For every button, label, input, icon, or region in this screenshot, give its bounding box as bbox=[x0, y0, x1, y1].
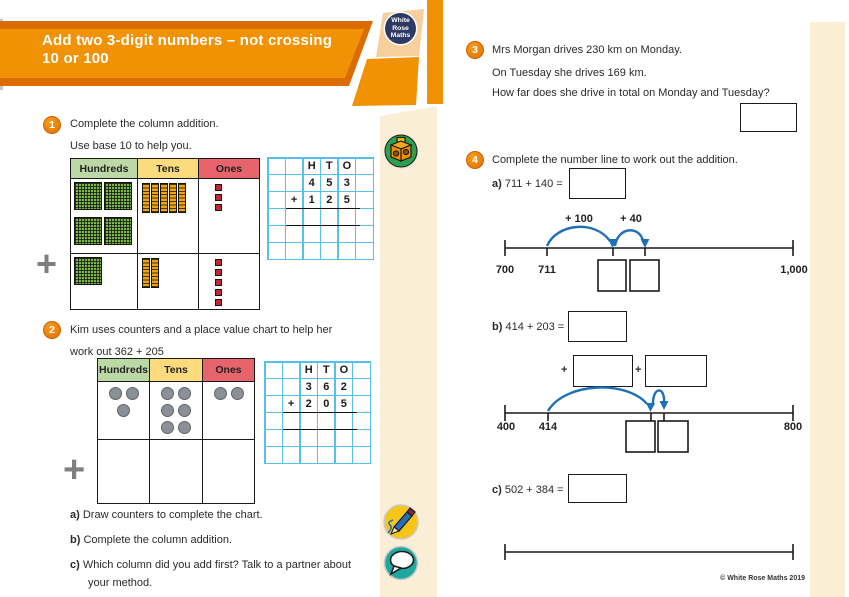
q4b-jump-plus-1: + bbox=[561, 364, 568, 376]
hundred-block bbox=[74, 217, 102, 245]
grid-cell[interactable] bbox=[353, 379, 369, 394]
q4c-sum: 502 + 384 = bbox=[504, 484, 564, 496]
place-value-chart-counters[interactable] bbox=[97, 358, 255, 504]
speech-bubble-icon bbox=[383, 545, 419, 581]
page-title bbox=[42, 32, 332, 67]
grid-cell[interactable] bbox=[283, 379, 299, 394]
pv-cell-hundreds-row2[interactable] bbox=[98, 440, 150, 504]
corner-decoration-2 bbox=[350, 57, 420, 106]
grid-cell: 2 bbox=[321, 192, 337, 207]
question-2-text-2: work out 362 + 205 bbox=[70, 346, 164, 358]
ones-cubes bbox=[199, 179, 259, 211]
hundred-block bbox=[104, 182, 132, 210]
grid-cell: H bbox=[301, 363, 317, 378]
grid-cell: O bbox=[339, 159, 355, 174]
counter bbox=[117, 404, 130, 417]
grid-cell[interactable] bbox=[269, 192, 285, 207]
grid-cell[interactable] bbox=[336, 430, 352, 445]
pv-cell-hundreds-row1 bbox=[98, 382, 150, 440]
grid-cell[interactable] bbox=[304, 226, 320, 241]
grid-cell[interactable] bbox=[266, 396, 282, 411]
column-addition-grid-2[interactable] bbox=[264, 361, 371, 464]
copyright-notice: © White Rose Maths 2019 bbox=[720, 575, 805, 582]
ten-rod bbox=[151, 258, 159, 288]
place-value-chart-base10 bbox=[70, 158, 260, 310]
answer-line-2 bbox=[286, 225, 360, 227]
base-ten-cube-icon bbox=[383, 133, 420, 170]
pv-cell-tens-row1 bbox=[150, 382, 203, 440]
one-cube bbox=[215, 289, 222, 296]
ten-rod bbox=[142, 258, 150, 288]
counter-row bbox=[98, 402, 149, 419]
grid-cell: 5 bbox=[336, 396, 352, 411]
grid-cell[interactable] bbox=[266, 413, 282, 428]
question-4-intro: Complete the number line to work out the addition. bbox=[492, 154, 738, 166]
grid-cell: + bbox=[283, 396, 299, 411]
counter bbox=[109, 387, 122, 400]
nl-b-answer-box-1[interactable] bbox=[626, 421, 655, 452]
counters bbox=[203, 382, 254, 402]
counter bbox=[214, 387, 227, 400]
counter-row bbox=[150, 385, 202, 402]
grid-cell: 5 bbox=[321, 175, 337, 190]
pv-header-hundreds: Hundreds bbox=[71, 159, 138, 179]
grid-cell[interactable] bbox=[269, 226, 285, 241]
counter bbox=[178, 421, 191, 434]
plus-sign-chart-1: + bbox=[36, 243, 58, 284]
grid-cell: 3 bbox=[339, 175, 355, 190]
tick-label-700: 700 bbox=[495, 264, 515, 276]
white-rose-maths-logo bbox=[385, 13, 416, 44]
ones-cubes bbox=[199, 254, 259, 306]
jump-arc-plus100 bbox=[547, 227, 610, 246]
q4b-answer-box[interactable] bbox=[568, 311, 627, 342]
grid-cell[interactable] bbox=[269, 243, 285, 258]
grid-cell[interactable] bbox=[339, 243, 355, 258]
grid-cell[interactable] bbox=[318, 430, 334, 445]
grid-cell: 6 bbox=[318, 379, 334, 394]
jump-label-plus40: + 40 bbox=[620, 213, 642, 225]
grid-cell[interactable] bbox=[286, 209, 302, 224]
grid-cell[interactable] bbox=[356, 226, 372, 241]
tick-label-711: 711 bbox=[538, 264, 556, 276]
counters bbox=[98, 382, 149, 419]
grid-cell[interactable] bbox=[269, 209, 285, 224]
one-cube bbox=[215, 279, 222, 286]
q4b-sum: 414 + 203 = bbox=[505, 321, 565, 333]
grid-cell[interactable] bbox=[356, 175, 372, 190]
right-edge-band bbox=[810, 22, 845, 597]
tick-label-400: 400 bbox=[496, 421, 516, 433]
nl-a-answer-box-1[interactable] bbox=[598, 260, 626, 291]
grid-cell[interactable] bbox=[318, 413, 334, 428]
grid-cell: 3 bbox=[301, 379, 317, 394]
tick-label-1000: 1,000 bbox=[780, 264, 808, 276]
counter-row bbox=[150, 402, 202, 419]
pv-header-tens: Tens bbox=[138, 159, 199, 179]
part-c-label: c) bbox=[70, 559, 80, 571]
one-cube bbox=[215, 184, 222, 191]
pv-header-hundreds: Hundreds bbox=[98, 359, 150, 382]
grid-cell[interactable] bbox=[266, 430, 282, 445]
grid-cell[interactable] bbox=[286, 243, 302, 258]
answer-line-1 bbox=[286, 208, 360, 210]
grid-cell[interactable] bbox=[356, 192, 372, 207]
grid-cell[interactable] bbox=[304, 209, 320, 224]
jump-arc-b1 bbox=[548, 387, 647, 411]
pv-cell-tens-row2[interactable] bbox=[138, 254, 199, 310]
ten-rod bbox=[169, 183, 177, 213]
part-a-label: a) bbox=[70, 509, 80, 521]
arrowhead-plus40 bbox=[641, 239, 650, 248]
logo-text-line1: White bbox=[391, 17, 410, 25]
counter bbox=[161, 387, 174, 400]
counter bbox=[126, 387, 139, 400]
grid-cell[interactable] bbox=[321, 209, 337, 224]
question-2-text: Kim uses counters and a place value chart to help her bbox=[70, 324, 333, 336]
grid-cell[interactable] bbox=[356, 243, 372, 258]
pv-cell-ones-row1 bbox=[199, 179, 260, 254]
pv-cell-ones-row2[interactable] bbox=[203, 440, 255, 504]
column-addition-grid-1[interactable] bbox=[267, 157, 374, 260]
jump-label-plus100: + 100 bbox=[565, 213, 593, 225]
question-3-number: 3 bbox=[466, 41, 484, 59]
grid-cell[interactable] bbox=[336, 447, 352, 462]
question-1-text-2: Use base 10 to help you. bbox=[70, 140, 192, 152]
grid-cell: 1 bbox=[304, 192, 320, 207]
one-cube bbox=[215, 259, 222, 266]
question-4-number: 4 bbox=[466, 151, 484, 169]
grid-cell[interactable] bbox=[266, 363, 282, 378]
hundred-block bbox=[74, 257, 102, 285]
pencil-icon bbox=[382, 503, 420, 541]
jump-arc-plus40 bbox=[615, 230, 643, 246]
grid-cell[interactable] bbox=[339, 209, 355, 224]
question-2-number: 2 bbox=[43, 321, 61, 339]
pv-cell-hundreds-row1 bbox=[71, 179, 138, 254]
q4b-jump-plus-2: + bbox=[635, 364, 642, 376]
grid-cell: O bbox=[336, 363, 352, 378]
q4c-expression bbox=[492, 484, 564, 497]
logo-text-line2: Rose bbox=[392, 24, 409, 32]
answer-line-1 bbox=[283, 412, 357, 414]
q4b-label: b) bbox=[492, 321, 503, 333]
logo-text-line3: Maths bbox=[390, 32, 411, 40]
pv-header-tens: Tens bbox=[150, 359, 203, 382]
counter bbox=[161, 404, 174, 417]
pv-header-ones: Ones bbox=[199, 159, 260, 179]
grid-cell: 5 bbox=[339, 192, 355, 207]
grid-cell[interactable] bbox=[283, 413, 299, 428]
counters bbox=[150, 382, 202, 436]
part-a-text: Draw counters to complete the chart. bbox=[82, 509, 263, 521]
number-line-c[interactable] bbox=[495, 535, 815, 575]
grid-cell[interactable] bbox=[286, 226, 302, 241]
part-c-text: Which column did you add first? Talk to a partner about bbox=[82, 559, 352, 571]
nl-a-answer-box-2[interactable] bbox=[630, 260, 659, 291]
counter bbox=[231, 387, 244, 400]
part-b bbox=[70, 534, 232, 547]
one-cube bbox=[215, 194, 222, 201]
grid-cell[interactable] bbox=[266, 379, 282, 394]
pv-header-ones: Ones bbox=[203, 359, 255, 382]
page-title-line2: 10 or 100 bbox=[42, 49, 109, 67]
grid-cell[interactable] bbox=[353, 396, 369, 411]
tens-rods bbox=[138, 254, 198, 293]
counter-row bbox=[203, 385, 254, 402]
q4a-answer-box[interactable] bbox=[569, 168, 626, 199]
grid-cell[interactable] bbox=[353, 430, 369, 445]
grid-cell: + bbox=[286, 192, 302, 207]
question-3-text-3: How far does she drive in total on Monday and Tuesday? bbox=[492, 87, 770, 99]
grid-cell[interactable] bbox=[269, 159, 285, 174]
number-line-a bbox=[495, 205, 815, 297]
pv-cell-tens-row2[interactable] bbox=[150, 440, 203, 504]
grid-cell[interactable] bbox=[353, 447, 369, 462]
part-c bbox=[70, 559, 351, 572]
grid-cell[interactable] bbox=[321, 243, 337, 258]
counter bbox=[178, 387, 191, 400]
q4a-expression bbox=[492, 178, 563, 191]
q4a-label: a) bbox=[492, 178, 502, 190]
ten-rod bbox=[178, 183, 186, 213]
corner-decoration-3 bbox=[427, 0, 443, 104]
part-c-text-2: your method. bbox=[88, 577, 153, 589]
part-b-label: b) bbox=[70, 534, 81, 546]
counter-row bbox=[150, 419, 202, 436]
ten-rod bbox=[142, 183, 150, 213]
question-1-number: 1 bbox=[43, 116, 61, 134]
arrowhead-b2 bbox=[660, 401, 669, 410]
grid-cell: 0 bbox=[318, 396, 334, 411]
grid-cell: 2 bbox=[336, 379, 352, 394]
one-cube bbox=[215, 204, 222, 211]
grid-cell[interactable] bbox=[336, 413, 352, 428]
grid-cell[interactable] bbox=[339, 226, 355, 241]
hundreds-blocks bbox=[71, 254, 137, 293]
grid-cell: T bbox=[321, 159, 337, 174]
grid-cell[interactable] bbox=[353, 363, 369, 378]
counter bbox=[178, 404, 191, 417]
page-title-line1: Add two 3-digit numbers – not crossing bbox=[42, 32, 333, 49]
grid-cell[interactable] bbox=[286, 175, 302, 190]
q4c-answer-box[interactable] bbox=[568, 474, 627, 503]
counter-row bbox=[98, 385, 149, 402]
grid-cell[interactable] bbox=[353, 413, 369, 428]
grid-cell[interactable] bbox=[283, 447, 299, 462]
tens-rods bbox=[138, 179, 198, 218]
answer-line-2 bbox=[283, 429, 357, 431]
question-1-text: Complete the column addition. bbox=[70, 118, 219, 130]
ten-rod bbox=[160, 183, 168, 213]
grid-cell: 2 bbox=[301, 396, 317, 411]
q4b-expression bbox=[492, 321, 564, 334]
question-3-text: Mrs Morgan drives 230 km on Monday. bbox=[492, 44, 682, 56]
one-cube bbox=[215, 269, 222, 276]
grid-cell[interactable] bbox=[321, 226, 337, 241]
grid-cell[interactable] bbox=[266, 447, 282, 462]
part-b-text: Complete the column addition. bbox=[83, 534, 233, 546]
hundreds-blocks bbox=[71, 179, 137, 253]
q4a-sum: 711 + 140 = bbox=[504, 178, 563, 190]
grid-cell: H bbox=[304, 159, 320, 174]
hundred-block bbox=[74, 182, 102, 210]
grid-cell: 4 bbox=[304, 175, 320, 190]
grid-cell: T bbox=[318, 363, 334, 378]
grid-cell[interactable] bbox=[286, 159, 302, 174]
counter bbox=[161, 421, 174, 434]
grid-cell[interactable] bbox=[356, 209, 372, 224]
grid-cell[interactable] bbox=[318, 447, 334, 462]
q3-answer-box[interactable] bbox=[740, 103, 797, 132]
grid-cell[interactable] bbox=[283, 430, 299, 445]
tick-label-800: 800 bbox=[783, 421, 803, 433]
q4c-label: c) bbox=[492, 484, 502, 496]
grid-cell[interactable] bbox=[304, 243, 320, 258]
grid-cell[interactable] bbox=[269, 175, 285, 190]
nl-b-answer-box-2[interactable] bbox=[658, 421, 688, 452]
grid-cell[interactable] bbox=[301, 430, 317, 445]
question-3-text-2: On Tuesday she drives 169 km. bbox=[492, 67, 647, 79]
ten-rod bbox=[151, 183, 159, 213]
grid-cell[interactable] bbox=[301, 413, 317, 428]
grid-cell[interactable] bbox=[356, 159, 372, 174]
tick-label-414: 414 bbox=[538, 421, 558, 433]
one-cube bbox=[215, 299, 222, 306]
grid-cell[interactable] bbox=[283, 363, 299, 378]
part-a bbox=[70, 509, 263, 522]
plus-sign-chart-2: + bbox=[63, 449, 86, 491]
grid-cell[interactable] bbox=[301, 447, 317, 462]
pv-cell-tens-row1 bbox=[138, 179, 199, 254]
pv-cell-ones-row1 bbox=[203, 382, 255, 440]
pv-cell-ones-row2[interactable] bbox=[199, 254, 260, 310]
pv-cell-hundreds-row2[interactable] bbox=[71, 254, 138, 310]
hundred-block bbox=[104, 217, 132, 245]
number-line-b bbox=[495, 340, 815, 460]
